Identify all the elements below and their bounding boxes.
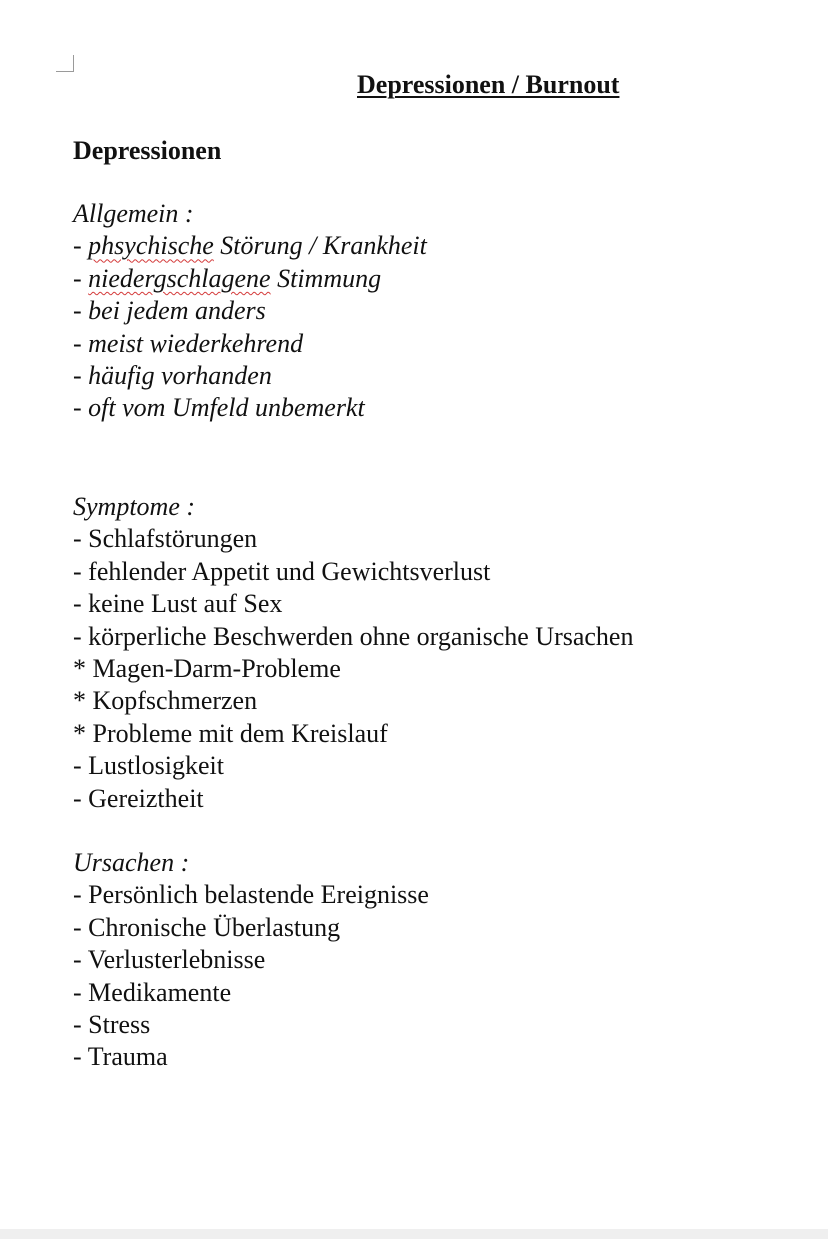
document-title: Depressionen / Burnout: [357, 70, 620, 99]
misspelled-word[interactable]: niedergschlagene: [88, 263, 271, 293]
list-item: - fehlender Appetit und Gewichtsverlust: [73, 556, 491, 586]
ursachen-label: Ursachen :: [73, 848, 190, 877]
list-item: - Stress: [73, 1009, 151, 1039]
list-item: - meist wiederkehrend: [73, 328, 304, 358]
bottom-edge-bar: [0, 1229, 828, 1239]
list-item: - Verlusterlebnisse: [73, 945, 266, 975]
list-item: - Chronische Überlastung: [73, 912, 341, 942]
section-heading-depressionen: Depressionen: [73, 136, 222, 165]
list-item: - oft vom Umfeld unbemerkt: [73, 393, 365, 423]
list-item: - Lustlosigkeit: [73, 751, 224, 781]
misspelled-word[interactable]: phsychische: [88, 231, 214, 261]
allgemein-label: Allgemein :: [73, 199, 194, 228]
list-item: - phsychische Störung / Krankheit: [73, 231, 427, 261]
ursachen-block: [73, 847, 429, 1074]
allgemein-block: [73, 198, 427, 425]
list-item: - keine Lust auf Sex: [73, 589, 283, 619]
symptome-block: [73, 491, 633, 815]
list-item: - körperliche Beschwerden ohne organische Ursachen: [73, 621, 634, 651]
list-item: * Probleme mit dem Kreislauf: [73, 718, 388, 748]
list-item: - Schlafstörungen: [73, 524, 258, 554]
list-item: - niedergschlagene Stimmung: [73, 263, 382, 293]
list-item: - Trauma: [73, 1042, 168, 1072]
list-item: - häufig vorhanden: [73, 360, 272, 390]
symptome-label: Symptome :: [73, 492, 196, 521]
list-item: - Medikamente: [73, 977, 232, 1007]
page-corner-mark: [56, 55, 74, 72]
list-item: - Gereiztheit: [73, 783, 204, 813]
list-item: * Magen-Darm-Probleme: [73, 653, 341, 683]
list-item: - Persönlich belastende Ereignisse: [73, 880, 429, 910]
list-item: - bei jedem anders: [73, 296, 266, 326]
list-item: * Kopfschmerzen: [73, 686, 258, 716]
